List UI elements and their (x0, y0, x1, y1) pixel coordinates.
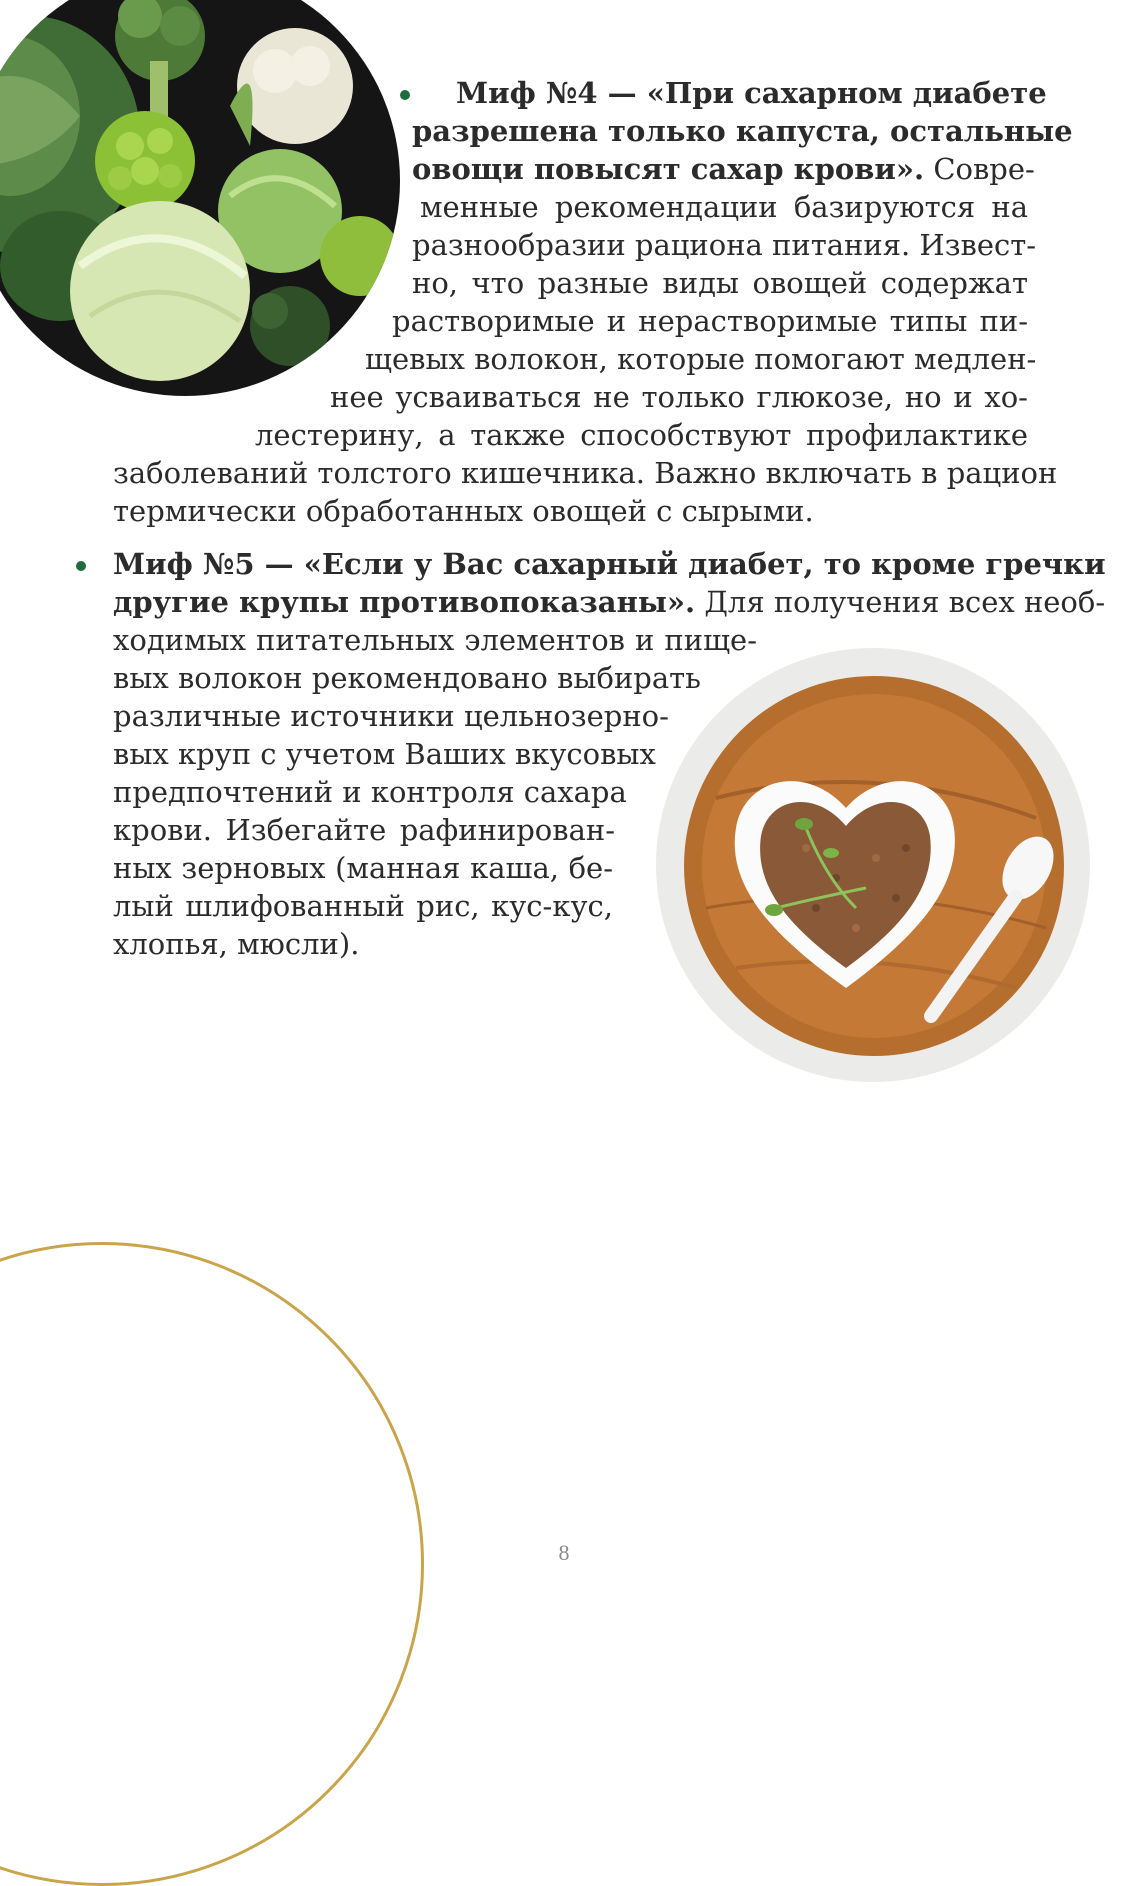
text-line (392, 302, 1028, 340)
bullet-icon (400, 90, 410, 100)
body-text: различные источники цельнозерно- (113, 699, 669, 733)
text-line (365, 340, 1037, 378)
text-line (412, 226, 1037, 264)
text-line (113, 887, 613, 925)
body-text: крови. Избегайте рафинирован- (113, 813, 615, 847)
text-line (113, 545, 1106, 583)
text-line (255, 416, 1028, 454)
body-text: заболеваний толстого кишечника. Важно включать в рацион (113, 456, 1058, 490)
text-line (330, 378, 1028, 416)
text-line (113, 697, 669, 735)
text-line (113, 492, 814, 530)
text-line (113, 454, 1058, 492)
body-text: менные рекомендации базируются на (420, 190, 1028, 224)
bullet-icon (76, 561, 86, 571)
page-number: 8 (558, 1540, 570, 1565)
text-line (412, 264, 1028, 302)
text-line (113, 735, 656, 773)
text-line (113, 773, 627, 811)
bold-text: другие крупы противопоказаны». (113, 585, 696, 619)
body-text: ных зерновых (манная каша, бе- (113, 851, 613, 885)
body-text: нее усваиваться не только глюкозе, но и хо- (330, 380, 1028, 414)
buckwheat-photo (656, 648, 1090, 1082)
text-line (412, 150, 1035, 188)
body-text: хлопья, мюсли). (113, 927, 360, 961)
text-line (456, 74, 1047, 112)
body-text: щевых волокон, которые помогают медлен- (365, 342, 1037, 376)
body-text: предпочтений и контроля сахара (113, 775, 627, 809)
text-line (113, 925, 359, 963)
text-line (420, 188, 1028, 226)
bold-text: овощи повысят сахар крови». (412, 152, 925, 186)
bold-text: разрешена только капуста, остальные (412, 114, 1073, 148)
bold-text: Миф №4 — «При сахарном диабете (456, 76, 1047, 110)
body-text: разнообразии рациона питания. Извест- (412, 228, 1037, 262)
body-text: вых круп с учетом Ваших вкусовых (113, 737, 656, 771)
body-text: вых волокон рекомендовано выбирать (113, 661, 701, 695)
body-text: ходимых питательных элементов и пище- (113, 623, 757, 657)
body-text: лестерину, а также способствуют профилактике (255, 418, 1028, 452)
body-text: Для получения всех необ- (695, 585, 1106, 619)
text-line (412, 112, 1073, 150)
vegetables-photo (0, 0, 400, 396)
body-text: Совре- (924, 152, 1035, 186)
bold-text: Миф №5 — «Если у Вас сахарный диабет, то кроме гречки (113, 547, 1106, 581)
body-text: но, что разные виды овощей содержат (412, 266, 1028, 300)
text-line (113, 583, 1106, 621)
text-line (113, 811, 615, 849)
text-line (113, 659, 701, 697)
text-line (113, 849, 613, 887)
body-text: термически обработанных овощей с сырыми. (113, 494, 814, 528)
body-text: растворимые и нерастворимые типы пи- (392, 304, 1028, 338)
body-text: лый шлифованный рис, кус-кус, (113, 889, 613, 923)
text-line (113, 621, 757, 659)
